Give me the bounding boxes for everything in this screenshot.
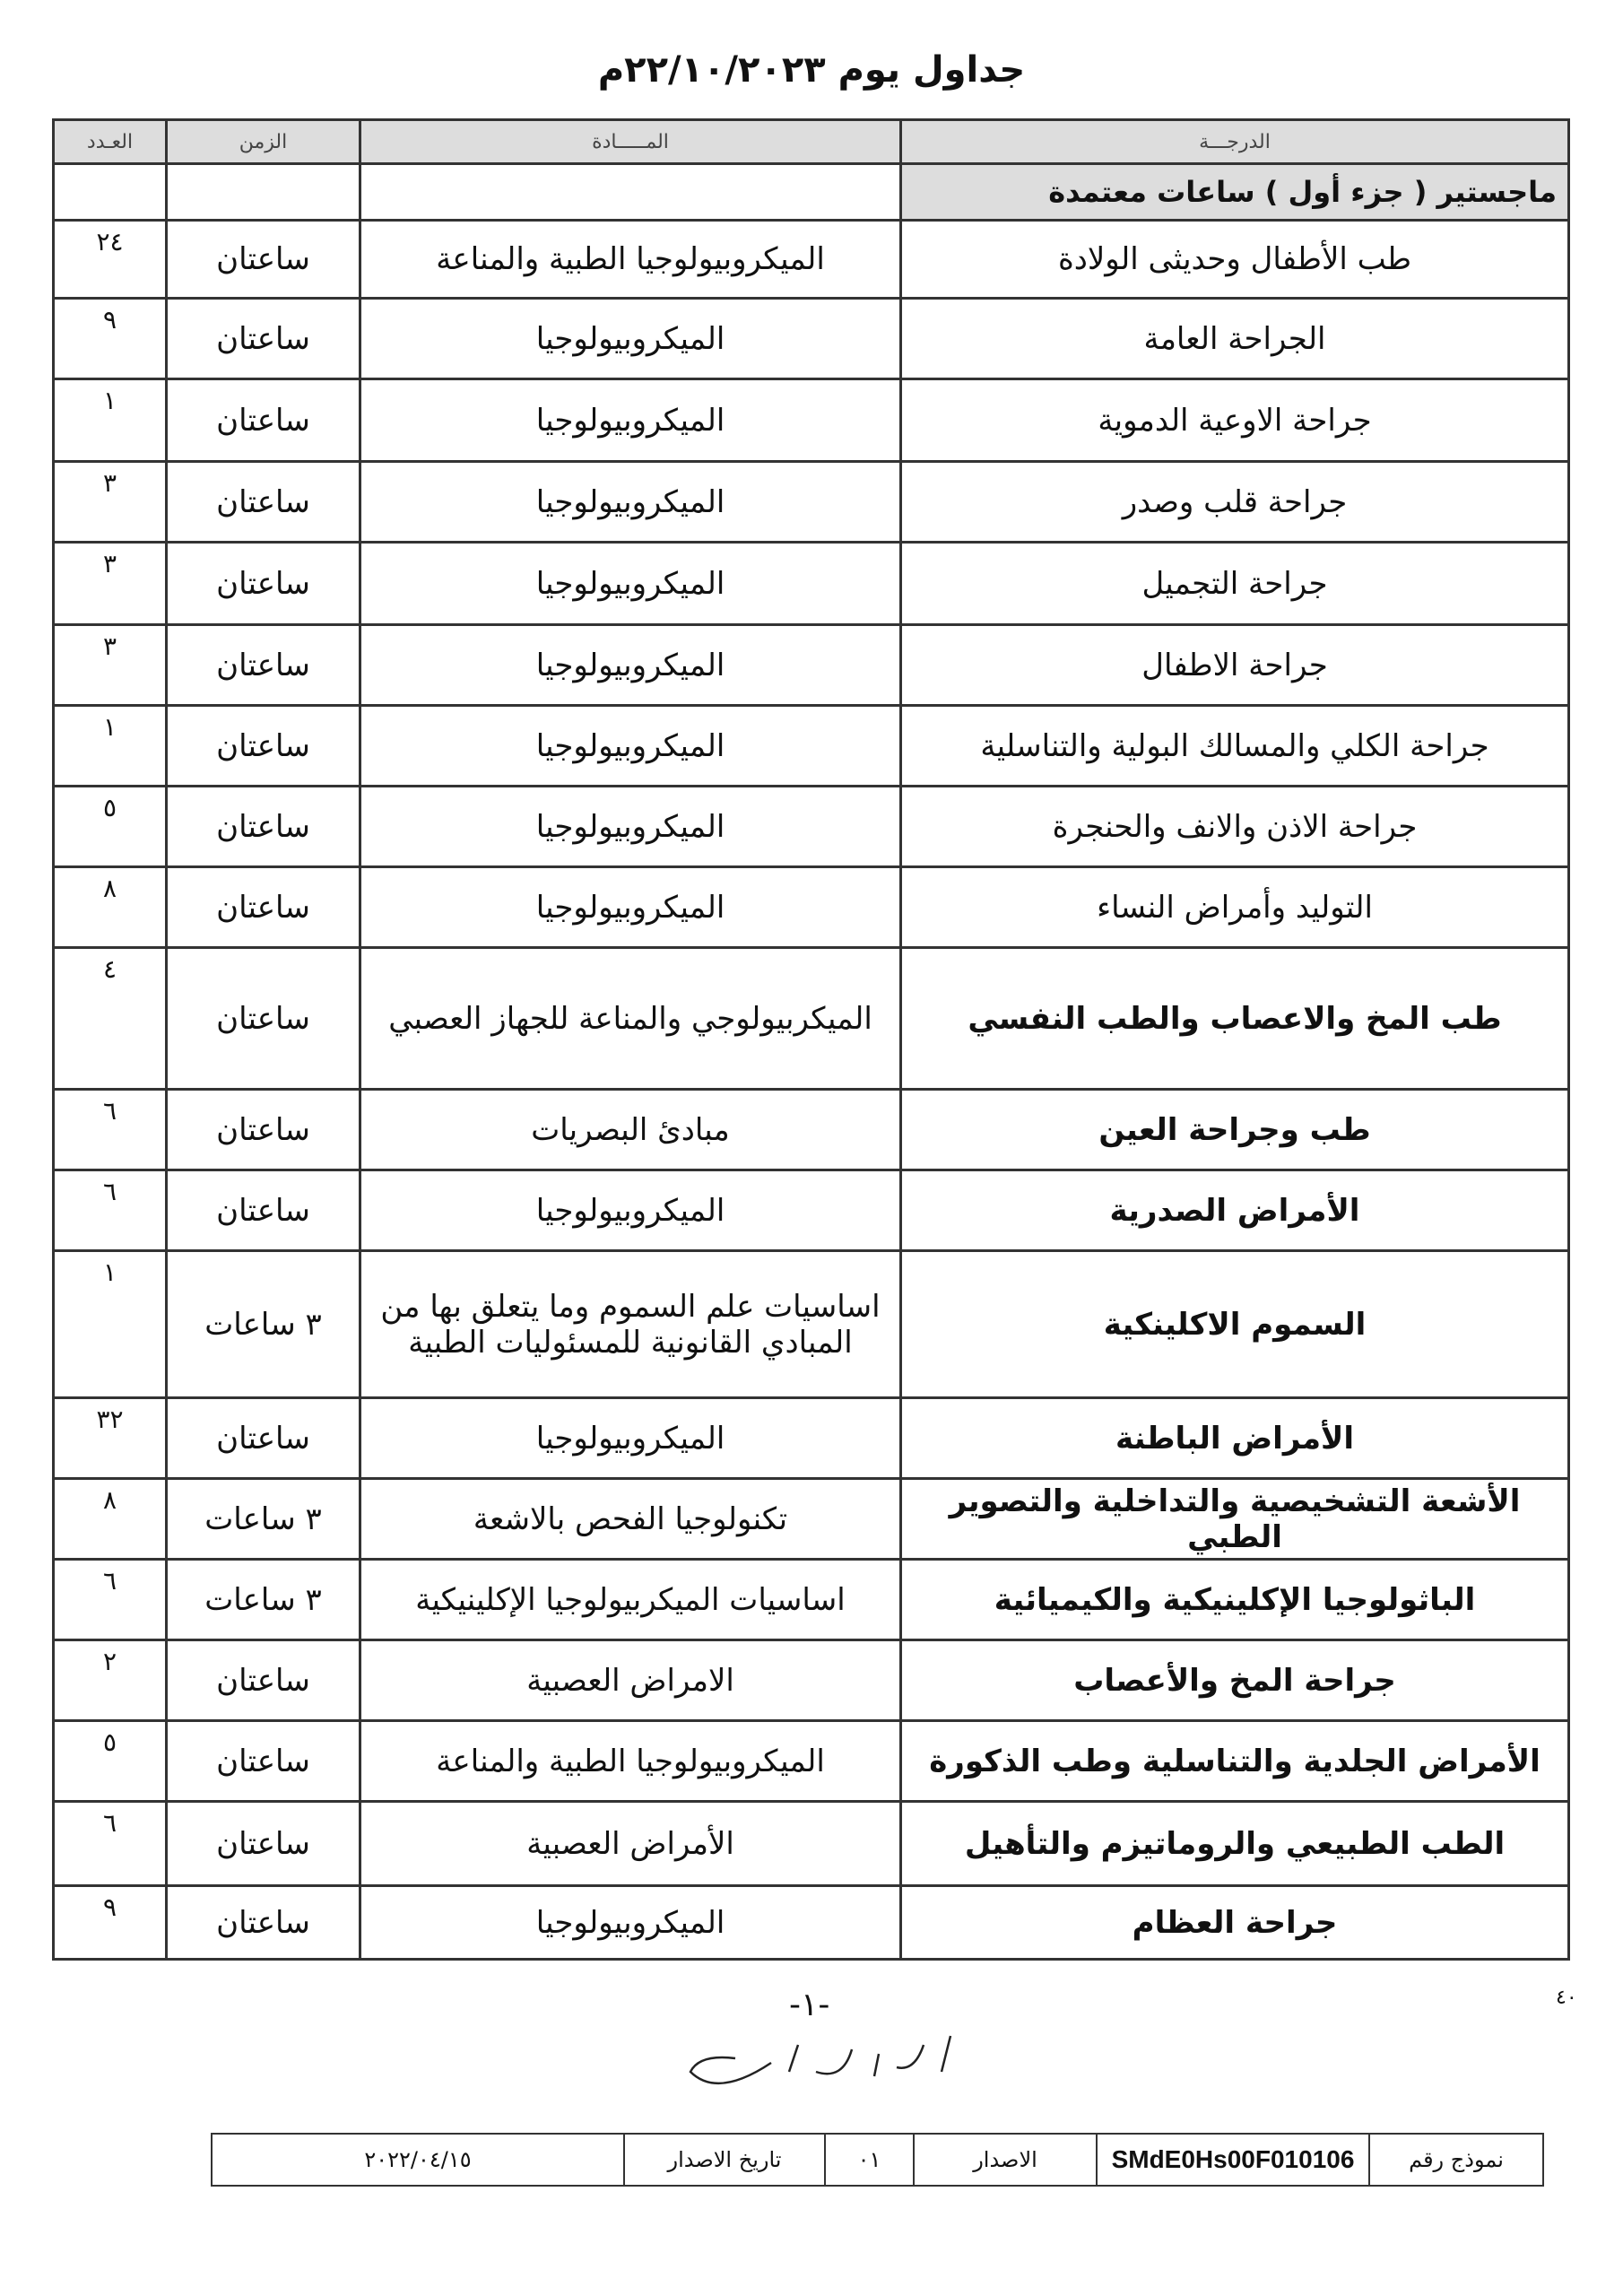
table-row (54, 543, 1569, 625)
cell-time: ساعتان (167, 543, 360, 625)
header-row (54, 120, 1569, 164)
cell-time: ساعتان (167, 625, 360, 706)
cell-count: ١ (54, 706, 167, 787)
table-row (54, 1640, 1569, 1721)
side-number: ٤٠ (1556, 1987, 1577, 2009)
table-row (54, 867, 1569, 948)
cell-time: ساعتان (167, 948, 360, 1090)
table-row (54, 1090, 1569, 1170)
cell-time: ساعتان (167, 379, 360, 462)
table-row (54, 1886, 1569, 1960)
cell-subject: الميكروبيولوجيا (360, 706, 901, 787)
cell-degree: الجراحة العامة (901, 299, 1569, 379)
cell-subject: الميكروبيولوجيا الطبية والمناعة (360, 221, 901, 299)
cell-time: ساعتان (167, 299, 360, 379)
cell-subject: مبادئ البصريات (360, 1090, 901, 1170)
cell-subject: تكنولوجيا الفحص بالاشعة (360, 1479, 901, 1560)
cell-count: ٣٢ (54, 1398, 167, 1479)
cell-count: ٢ (54, 1640, 167, 1721)
header-subject: المـــــادة (360, 120, 901, 164)
cell-count: ٣ (54, 625, 167, 706)
table-row (54, 625, 1569, 706)
cell-subject: الميكروبيولوجيا (360, 787, 901, 867)
cell-degree: طب المخ والاعصاب والطب النفسي (901, 948, 1569, 1090)
cell-degree: جراحة الاطفال (901, 625, 1569, 706)
cell-subject: الميكروبيولوجيا الطبية والمناعة (360, 1721, 901, 1802)
cell-count: ٨ (54, 1479, 167, 1560)
cell-degree: جراحة الاوعية الدموية (901, 379, 1569, 462)
header-degree: الدرجـــة (901, 120, 1569, 164)
cell-degree: التوليد وأمراض النساء (901, 867, 1569, 948)
table-row (54, 462, 1569, 543)
cell-time: ساعتان (167, 221, 360, 299)
cell-degree: طب الأطفال وحديثى الولادة (901, 221, 1569, 299)
page-title: جداول يوم ٢٢/١٠/٢٠٢٣م (597, 49, 1026, 91)
page-number: -١- (789, 1987, 830, 2023)
cell-count: ٥ (54, 787, 167, 867)
table-row (54, 1802, 1569, 1886)
cell-count: ٣ (54, 462, 167, 543)
cell-degree: طب وجراحة العين (901, 1090, 1569, 1170)
table-row (54, 706, 1569, 787)
version-label: الاصدار (914, 2134, 1097, 2186)
cell-subject: الميكربيولوجي والمناعة للجهاز العصبي (360, 948, 901, 1090)
cell-subject: الميكروبيولوجيا (360, 543, 901, 625)
cell-subject: الامراض العصبية (360, 1640, 901, 1721)
cell-count: ٣ (54, 543, 167, 625)
cell-subject: الميكروبيولوجيا (360, 867, 901, 948)
cell-subject: الميكروبيولوجيا (360, 1398, 901, 1479)
cell-time: ساعتان (167, 787, 360, 867)
section-row (54, 164, 1569, 221)
table-row (54, 787, 1569, 867)
cell-degree: الأمراض الصدرية (901, 1170, 1569, 1251)
cell-degree: الطب الطبيعي والروماتيزم والتأهيل (901, 1802, 1569, 1886)
cell-time: ٣ ساعات (167, 1479, 360, 1560)
signature (681, 2018, 968, 2102)
header-time: الزمن (167, 120, 360, 164)
cell-time: ٣ ساعات (167, 1560, 360, 1640)
cell-time: ساعتان (167, 1090, 360, 1170)
cell-count: ٥ (54, 1721, 167, 1802)
cell-count: ١ (54, 379, 167, 462)
cell-subject: الأمراض العصبية (360, 1802, 901, 1886)
issue-date: ٢٠٢٢/٠٤/١٥ (212, 2134, 624, 2186)
cell-count: ٦ (54, 1090, 167, 1170)
cell-degree: جراحة التجميل (901, 543, 1569, 625)
cell-time: ساعتان (167, 1721, 360, 1802)
table-row (54, 1398, 1569, 1479)
cell-subject: اساسيات علم السموم وما يتعلق بها من المبادي القانونية للمسئوليات الطبية (360, 1251, 901, 1398)
cell-subject: الميكروبيولوجيا (360, 379, 901, 462)
cell-count: ٤ (54, 948, 167, 1090)
cell-time: ٣ ساعات (167, 1251, 360, 1398)
form-footer (211, 2133, 1544, 2187)
cell-subject: الميكروبيولوجيا (360, 1170, 901, 1251)
section-title: ماجستير ( جزء أول ) ساعات معتمدة (901, 164, 1569, 221)
cell-degree: الباثولوجيا الإكلينيكية والكيميائية (901, 1560, 1569, 1640)
form-code: SMdE0Hs00F010106 (1097, 2134, 1369, 2186)
cell-subject: الميكروبيولوجيا (360, 625, 901, 706)
cell-subject: الميكروبيولوجيا (360, 1886, 901, 1960)
table-row (54, 379, 1569, 462)
cell-degree: الأمراض الباطنة (901, 1398, 1569, 1479)
cell-degree: جراحة الكلي والمسالك البولية والتناسلية (901, 706, 1569, 787)
table-row (54, 1479, 1569, 1560)
form-label: نموذج رقم (1369, 2134, 1543, 2186)
cell-count: ٢٤ (54, 221, 167, 299)
cell-time: ساعتان (167, 1640, 360, 1721)
cell-time: ساعتان (167, 706, 360, 787)
table-row (54, 1721, 1569, 1802)
cell-count: ٨ (54, 867, 167, 948)
cell-count: ٦ (54, 1170, 167, 1251)
cell-time: ساعتان (167, 1886, 360, 1960)
cell-degree: السموم الاكلينكية (901, 1251, 1569, 1398)
cell-time: ساعتان (167, 1170, 360, 1251)
cell-count: ٩ (54, 299, 167, 379)
cell-count: ٦ (54, 1802, 167, 1886)
version: ٠١ (825, 2134, 914, 2186)
table-row (54, 1560, 1569, 1640)
cell-subject: الميكروبيولوجيا (360, 299, 901, 379)
cell-time: ساعتان (167, 1802, 360, 1886)
cell-subject: الميكروبيولوجيا (360, 462, 901, 543)
cell-degree: الأشعة التشخيصية والتداخلية والتصوير الطبي (901, 1479, 1569, 1560)
table-row (54, 948, 1569, 1090)
cell-count: ١ (54, 1251, 167, 1398)
table-row (54, 221, 1569, 299)
cell-degree: جراحة قلب وصدر (901, 462, 1569, 543)
cell-time: ساعتان (167, 462, 360, 543)
table-row (54, 1251, 1569, 1398)
table-row (54, 1170, 1569, 1251)
cell-degree: الأمراض الجلدية والتناسلية وطب الذكورة (901, 1721, 1569, 1802)
header-count: العـدد (54, 120, 167, 164)
date-label: تاريخ الاصدار (624, 2134, 825, 2186)
cell-degree: جراحة الاذن والانف والحنجرة (901, 787, 1569, 867)
cell-degree: جراحة العظام (901, 1886, 1569, 1960)
cell-count: ٦ (54, 1560, 167, 1640)
cell-time: ساعتان (167, 867, 360, 948)
schedule-table (52, 118, 1570, 1961)
table-row (54, 299, 1569, 379)
cell-count: ٩ (54, 1886, 167, 1960)
cell-time: ساعتان (167, 1398, 360, 1479)
cell-degree: جراحة المخ والأعصاب (901, 1640, 1569, 1721)
cell-subject: اساسيات الميكربيولوجيا الإكلينيكية (360, 1560, 901, 1640)
